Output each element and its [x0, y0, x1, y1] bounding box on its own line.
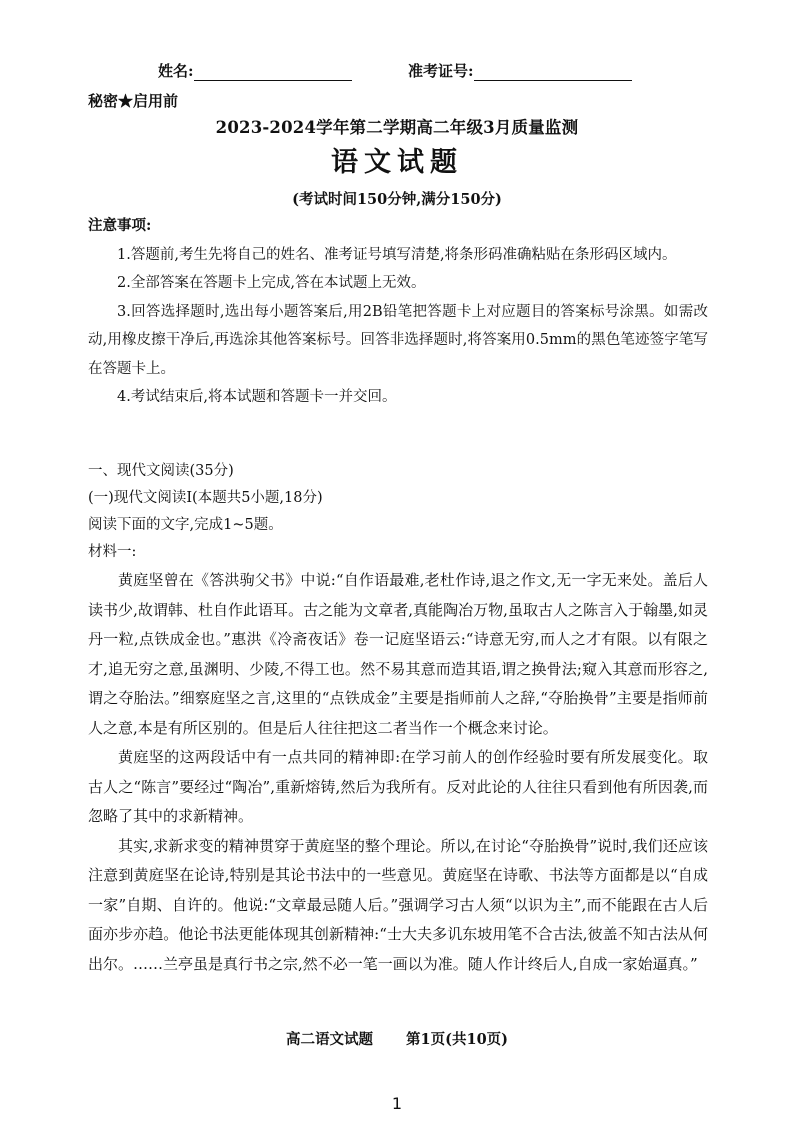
passage-paragraph: 其实,求新求变的精神贯穿于黄庭坚的整个理论。所以,在讨论“夺胎换骨”说时,我们还应该注意到黄庭坚在论诗,特别是其论书法中的一些意见。黄庭坚在诗歌、书法等方面都是以“自成一家”自期、自许的。他说:“文章最忌随人后。”强调学习古人须“以识为主”,而不能跟在古人后面亦步亦趋。他论书法更能体现其创新精神:“士大夫多讥东坡用笔不合古法,彼盖不知古法从何出尔。……兰亭虽是真行书之宗,然不必一笔一画以为准。随人作计终后人,自成一家始逼真。” [88, 836, 708, 973]
reading-passage [88, 566, 708, 979]
exam-id-field [408, 60, 632, 81]
notice-item: 3.回答选择题时,选出每小题答案后,用2B铅笔把答题卡上对应题目的答案标号涂黑。如需改动,用橡皮擦干净后,再选涂其他答案标号。回答非选择题时,将答案用0.5mm的黑色笔迹签字笔写在答题卡上。 [88, 303, 708, 377]
subject-title: 语文试题 [331, 147, 463, 178]
exam-id-blank [474, 64, 632, 81]
name-label: 姓名: [158, 62, 194, 80]
section-block [88, 458, 708, 566]
footer-page: 第1页(共10页) [406, 1031, 509, 1048]
page-number: 1 [391, 1094, 403, 1113]
name-field [158, 60, 352, 81]
page-footer [0, 1028, 794, 1049]
notice-item: 1.答题前,考生先将自己的姓名、准考证号填写清楚,将条形码准确粘贴在条形码区域内。 [117, 246, 677, 263]
secret-label: 秘密★启用前 [88, 92, 179, 110]
notice-title: 注意事项: [88, 217, 152, 234]
section-instruction: 阅读下面的文字,完成1~5题。 [88, 517, 283, 533]
notice-item: 2.全部答案在答题卡上完成,答在本试题上无效。 [117, 275, 426, 291]
exam-duration: (考试时间150分钟,满分150分) [292, 191, 502, 208]
exam-id-label: 准考证号: [408, 62, 474, 80]
passage-paragraph: 黄庭坚曾在《答洪驹父书》中说:“自作语最难,老杜作诗,退之作文,无一字无来处。盖后人读书少,故谓韩、杜自作此语耳。古之能为文章者,真能陶冶万物,虽取古人之陈言入于翰墨,如灵丹一粒,点铁成金也。”惠洪《冷斋夜话》卷一记庭坚语云:“诗意无穷,而人之才有限。以有限之才,追无穷之意,虽渊明、少陵,不得工也。然不易其意而造其语,谓之换骨法;窥入其意而形容之,谓之夺胎法。”细察庭坚之言,这里的“点铁成金”主要是指师前人之辞,“夺胎换骨”主要是指师前人之意,本是有所区别的。但是后人往往把这二者当作一个概念来讨论。 [88, 571, 708, 737]
notice-section [88, 212, 708, 412]
material-label: 材料一: [88, 544, 137, 560]
exam-title: 2023-2024学年第二学期高二年级3月质量监测 [215, 118, 579, 137]
passage-paragraph: 黄庭坚的这两段话中有一点共同的精神即:在学习前人的创作经验时要有所发展变化。取古人之“陈言”要经过“陶冶”,重新熔铸,然后为我所有。反对此论的人往往只看到他有所因袭,而忽略了其中的求新精神。 [88, 748, 708, 825]
footer-subject: 高二语文试题 [285, 1031, 373, 1048]
name-blank [194, 64, 352, 81]
section-heading: 一、现代文阅读(35分) [88, 463, 234, 479]
section-subheading: (一)现代文阅读Ⅰ(本题共5小题,18分) [88, 490, 323, 506]
notice-item: 4.考试结束后,将本试题和答题卡一并交回。 [117, 389, 397, 405]
